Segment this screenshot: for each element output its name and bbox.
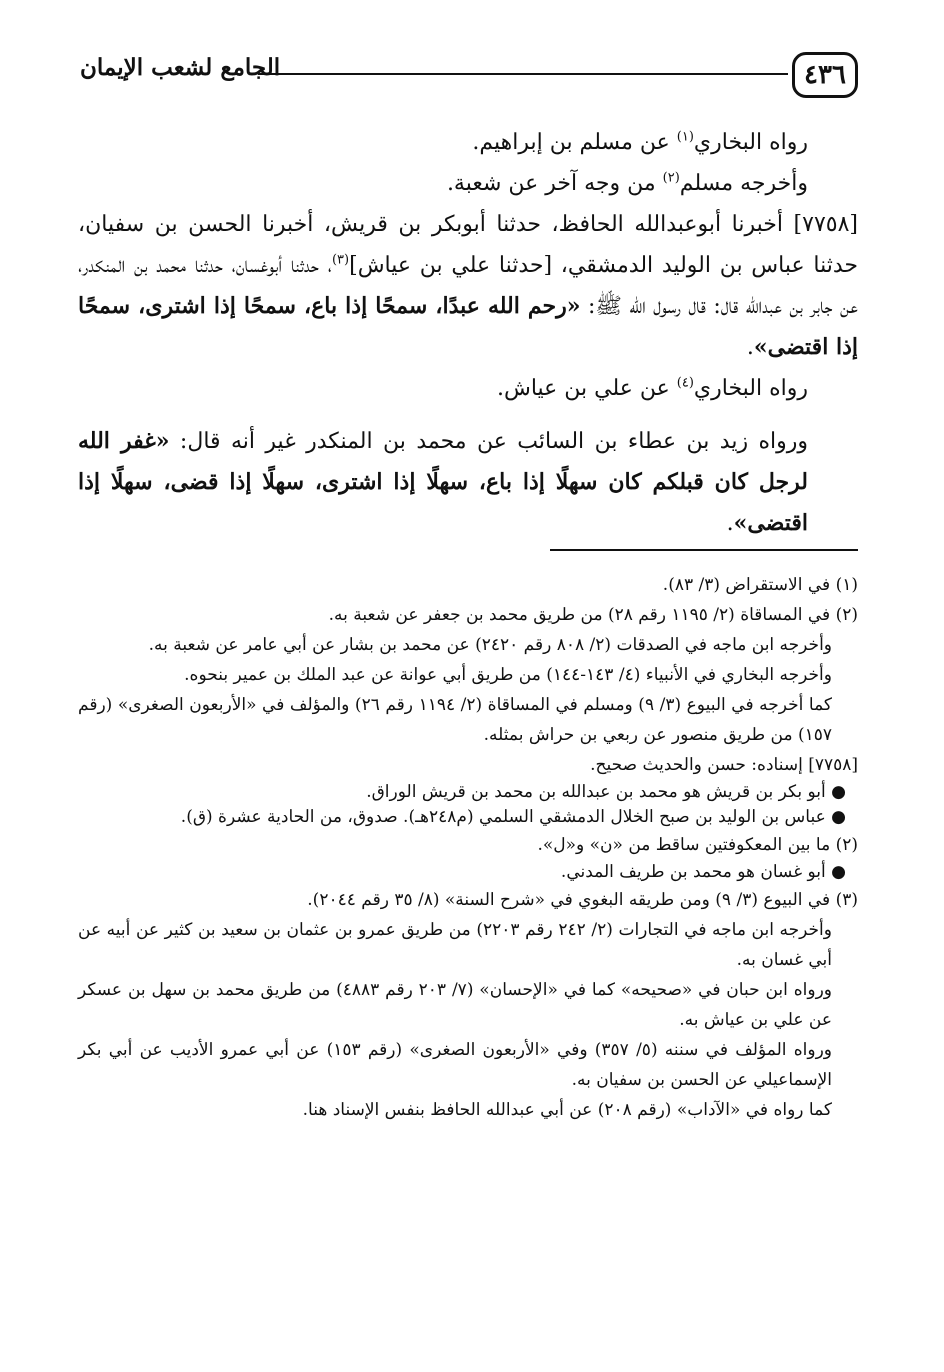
running-title: الجامع لشعب الإيمان (80, 54, 281, 81)
paragraph-hadith-7758 (78, 204, 858, 368)
footnote-bullet-abu-bakr: ● أبو بكر بن قريش هو محمد بن عبدالله بن محمد بن قريش الوراق. (366, 782, 846, 802)
footnote-ref: (١) (676, 129, 694, 145)
footnote-3-ibn-hibban: ورواه ابن حبان في «صحيحه» كما في «الإحسان» (٧/ ٢٠٣ رقم ٤٨٨٣) من طريق محمد بن سهل بن عسكر عن علي بن عياش به. (78, 980, 832, 1030)
footnote-3-sunan: ورواه المؤلف في سننه (٥/ ٣٥٧) وفي «الأربعون الصغرى» (رقم ١٥٣) عن أبي عمرو الأديب عن أبي بكر الإسماعيلي عن الحسن بن سفيان به. (78, 1040, 832, 1090)
footnote-2: (٢) في المساقاة (٢/ ١١٩٥ رقم ٢٨) من طريق محمد بن جعفر عن شعبة به. (328, 605, 858, 625)
text: رواه البخاري (693, 130, 808, 155)
text: . (746, 335, 754, 360)
footnote-2-ibn-majah: وأخرجه ابن ماجه في الصدقات (٢/ ٨٠٨ رقم ٢٤٢٠) عن محمد بن بشار عن أبي عامر عن شعبة به. (148, 635, 832, 655)
page-number: ٤٣٦ (792, 52, 858, 98)
footnote-3-ibn-majah: وأخرجه ابن ماجه في التجارات (٢/ ٢٤٢ رقم ٢٢٠٣) من طريق عمرو بن عثمان بن سعيد بن كثير عن أبيه عن أبي غسان به. (78, 920, 832, 970)
text: [٧٧٥٨] أخبرنا أبوعبدالله الحافظ، حدثنا أبوبكر بن قريش، أخبرنا الحسن بن سفيان، حدثنا عباس بن الوليد الدمشقي، [حدثنا علي بن عياش] (78, 212, 858, 278)
isnad-grade: حسن والحديث صحيح. (590, 755, 746, 775)
text: وأخرجه مسلم (679, 171, 808, 196)
footnote-ref: (٣) (331, 252, 350, 268)
paragraph-muslim-narration (78, 163, 858, 204)
footnote-isnad-7758 (78, 750, 858, 780)
footnote-bullet-abbas: ● عباس بن الوليد بن صبح الخلال الدمشقي السلمي (م٢٤٨هـ). صدوق، من الحادية عشرة (ق). (180, 807, 846, 827)
paragraph-zaid-narration (78, 421, 858, 544)
text: ، حدثنا أبوغسان، حدثنا محمد بن المنكدر، عن جابر بن عبدالله قال: قال رسول الله ﷺ: (78, 253, 858, 319)
page-header (80, 52, 858, 102)
footnotes (78, 570, 858, 1125)
paragraph-bukhari-narration (78, 122, 858, 163)
footnote-ref: (٤) (676, 375, 694, 391)
footnote-3-adab: كما رواه في «الآداب» (رقم ٢٠٨) عن أبي عبدالله الحافظ بنفس الإسناد هنا. (302, 1100, 832, 1120)
hadith-text: «غفر الله لرجل كان قبلكم كان سهلًا إذا باع، سهلًا إذا اشترى، سهلًا إذا قضى، سهلًا إذا اقتضى» (78, 428, 808, 536)
hadith-text: «رحم الله عبدًا، سمحًا إذا باع، سمحًا إذا اشترى، سمحًا إذا اقتضى» (78, 293, 858, 360)
footnote-2-bukhari: وأخرجه البخاري في الأنبياء (٤/ ١٤٣-١٤٤) من طريق أبي عوانة عن عبد الملك بن عمير بنحوه. (184, 665, 832, 685)
text: من وجه آخر عن شعبة. (446, 171, 663, 196)
text: . (726, 511, 734, 536)
text: ورواه زيد بن عطاء بن السائب عن محمد بن المنكدر غير أنه قال: (169, 429, 809, 454)
footnote-ref: (٢) (662, 170, 680, 186)
isnad-label: [٧٧٥٨] إسناده: (745, 755, 858, 775)
header-rule (258, 73, 788, 75)
footnote-1: (١) في الاستقراض (٣/ ٨٣). (662, 575, 858, 595)
paragraph-bukhari-ali (78, 368, 858, 409)
main-text (78, 122, 858, 544)
footnote-3: (٣) في البيوع (٣/ ٩) ومن طريقه البغوي في «شرح السنة» (٨/ ٣٥ رقم ٢٠٤٤). (307, 890, 858, 910)
footnote-separator (550, 549, 858, 551)
text: رواه البخاري (693, 376, 808, 401)
footnote-2-buyu: كما أخرجه في البيوع (٣/ ٩) ومسلم في المساقاة (٢/ ١١٩٤ رقم ٢٦) والمؤلف في «الأربعون الصغرى» (رقم ١٥٧) من طريق منصور عن ربعي بن حراش بمثله. (78, 695, 832, 745)
text: عن مسلم بن إبراهيم. (472, 130, 677, 155)
footnote-bullet-abu-ghassan: ● أبو غسان هو محمد بن طريف المدني. (560, 862, 846, 882)
footnote-2b: (٢) ما بين المعكوفتين ساقط من «ن» و«ل». (537, 835, 858, 855)
text: عن علي بن عياش. (496, 376, 677, 401)
